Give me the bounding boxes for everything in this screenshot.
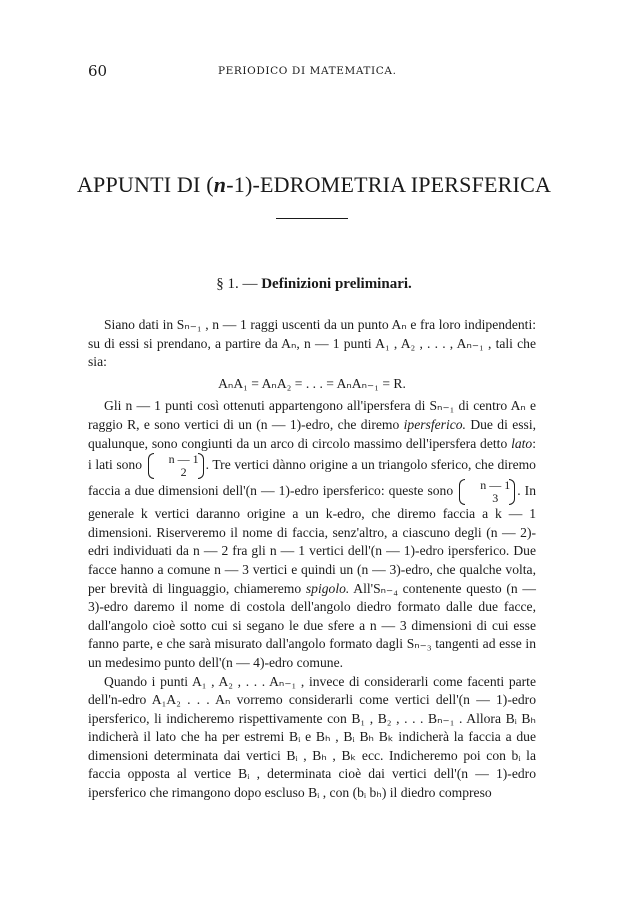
- p2-text-i: All'Sₙ₋₄ contenente questo (n — 3)-edro daremo il nome di costola dell'angolo diedro formato dalle due facce, dall'angolo cioè sotto cui si segano le due sfere a n — 3 dimensioni di cui esse fanno parte, e che sarà misurato dall'angolo formato dagli Sₙ₋₃ tangenti ad esse in un medesimo punto dell'(n — 4)-edro comune.: [88, 580, 537, 670]
- p2-em-ipersferico: ipersferico.: [403, 416, 466, 432]
- binom2-top: n — 1: [480, 478, 511, 493]
- running-head: [88, 62, 540, 82]
- p2-text-g: . In generale k vertici daranno origine a un k-edro, che diremo faccia a k — 1 dimensioni. Riserveremo il nome di faccia, senz'altro, a ciascuno degli (n — 2)-edri individuati da n — 2 fra gli n — 1 vertici dell'(n — 1)-edro ipersferico. Due facce hanno a comune n — 3 vertici e quindi un (n — 3)-edro, che qualche volta, per brevità di linguaggio, chiameremo: [88, 483, 536, 596]
- article-body: [88, 316, 536, 803]
- title-italic-n: n: [213, 172, 227, 197]
- p2-text-e: : i lati sono: [88, 435, 537, 473]
- section-symbol: § 1. —: [216, 276, 258, 292]
- title-rest: -1)-EDROMETRIA IPERSFERICA: [226, 172, 552, 197]
- equation: AₙA₁ = AₙA₂ = . . . = AₙAₙ₋₁ = R.: [218, 375, 406, 391]
- p2-em-spigolo: spigolo.: [305, 580, 350, 596]
- paragraph-3: Quando i punti A₁ , A₂ , . . . Aₙ₋₁ , invece di considerarli come facenti parte dell'n-edro A₁A₂ . . . Aₙ vorremo considerarli come vertici dell'(n — 1)-edro ipersferico, li indicheremo rispettivamente con B₁ , B₂ , . . . Bₙ₋₁ . Allora Bᵢ Bₕ indicherà il lato che ha per estremi Bᵢ e Bₕ , Bᵢ Bₕ Bₖ indicherà la faccia a due dimensioni determinata dai vertici Bᵢ , Bₕ , Bₖ ecc. Indicheremo poi con bᵢ la faccia opposta al vertice Bᵢ , determinata cioè dai vertici dell'(n — 1)-edro ipersferico che rimangono dopo escluso Bᵢ , con (bᵢ bₕ) il diedro compreso: [88, 673, 536, 801]
- journal-title: PERIODICO DI MATEMATICA.: [218, 65, 397, 77]
- title-prefix: APPUNTI DI (: [76, 172, 214, 197]
- paragraph-2: [88, 397, 536, 672]
- title-rule: [276, 218, 348, 219]
- p2-em-lato: lato: [511, 435, 533, 451]
- binomial-n-minus-1-over-2: [148, 453, 204, 479]
- section-heading: [60, 276, 568, 293]
- p2-text-a: Gli n — 1 punti così ottenuti appartengono all'ipersfera di Sₙ₋₁ di centro Aₙ e raggio R, e sono vertici di un (n — 1)-edro, che diremo: [88, 398, 536, 432]
- binomial-n-minus-1-over-3: [459, 479, 515, 505]
- page-number: 60: [88, 62, 108, 80]
- section-title: Definizioni preliminari.: [261, 276, 412, 292]
- p2-text-c: Due di essi, qualunque, sono congiunti da un arco di circolo massimo dell'ipersfera detto: [88, 416, 537, 451]
- paragraph-1: Siano dati in Sₙ₋₁ , n — 1 raggi uscenti da un punto Aₙ e fra loro indipendenti: su di essi si prendano, a partire da Aₙ, n — 1 punti A₁ , A₂ , . . . , Aₙ₋₁ , tali che sia:: [88, 317, 536, 370]
- binom1-top: n — 1: [168, 452, 199, 467]
- p2-text-f: . Tre vertici dànno origine a un triangolo sferico, che diremo faccia a due dimensioni dell'(n — 1)-edro ipersferico: queste sono: [88, 457, 536, 499]
- binom2-bottom: 3: [492, 491, 499, 506]
- binom1-bottom: 2: [180, 465, 187, 480]
- article-title: [60, 172, 568, 198]
